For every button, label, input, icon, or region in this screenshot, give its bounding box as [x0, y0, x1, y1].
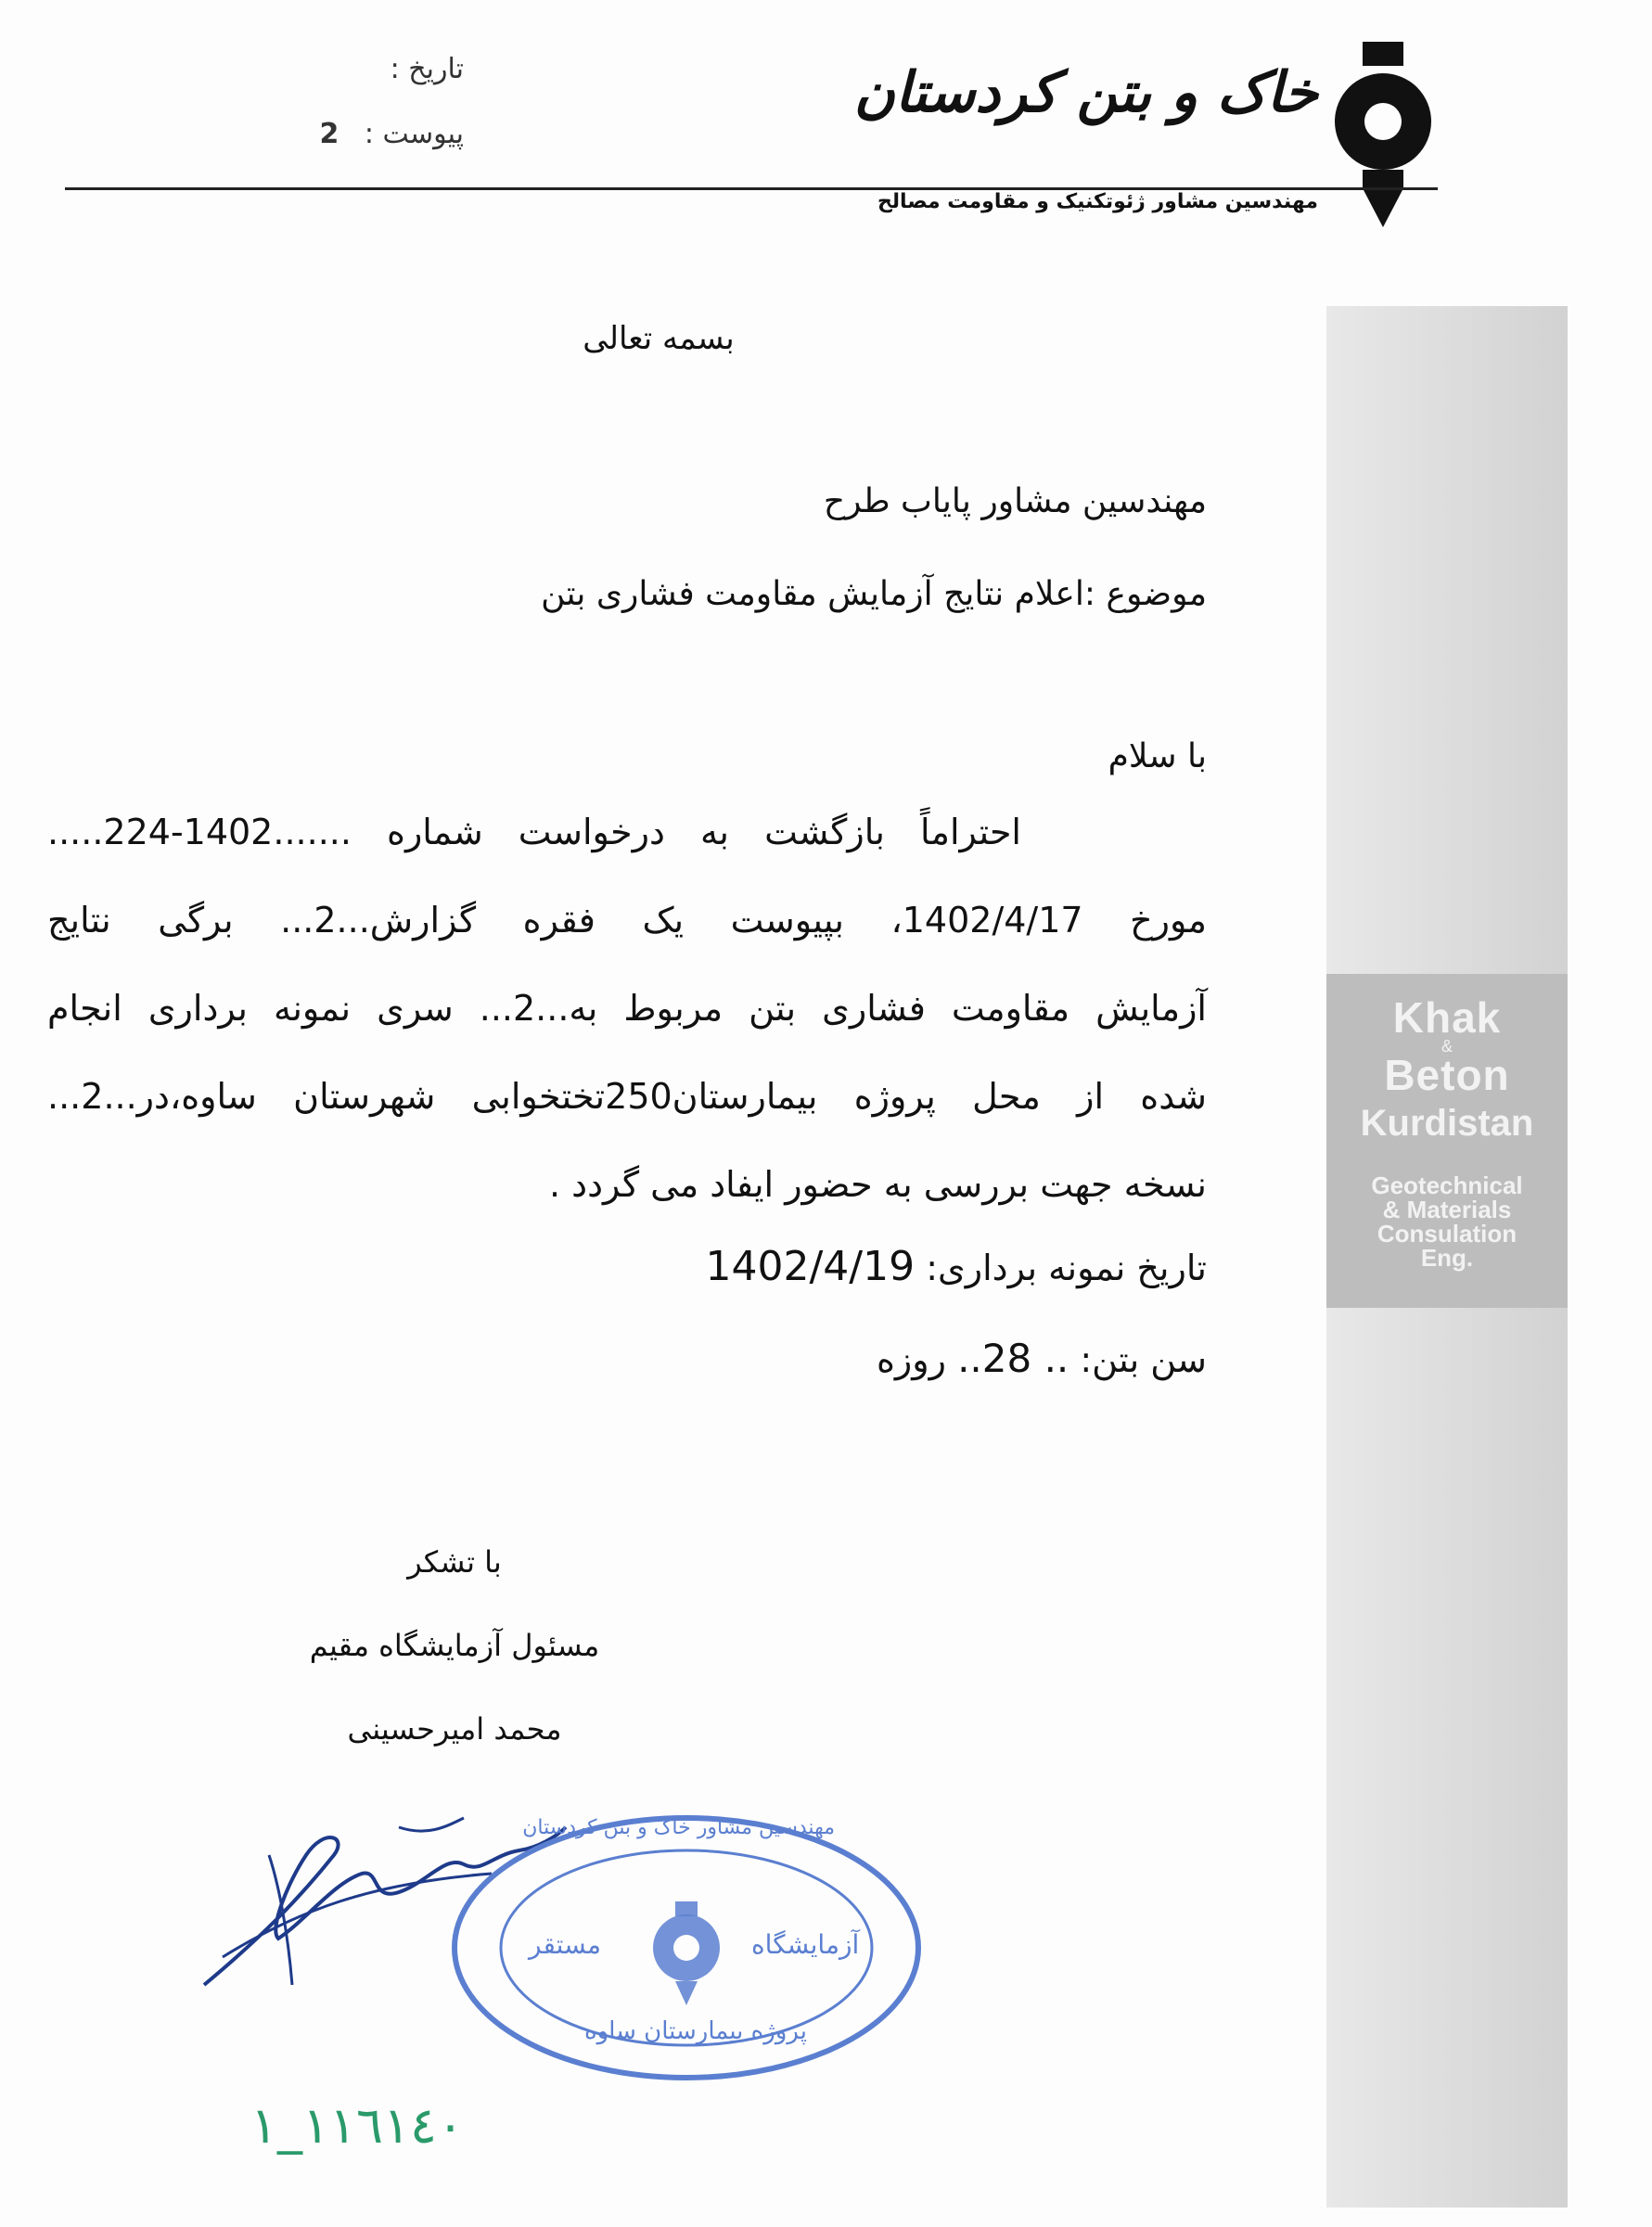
band-line-eng: Eng.: [1420, 1244, 1474, 1272]
sampling-date-value: 1402/4/19: [705, 1243, 916, 1290]
khak-beton-emblem-icon: [1327, 42, 1439, 227]
stamp-bottom-text: پروژه بیمارستان ساوه: [584, 2017, 807, 2045]
attachment-label: پیوست :: [364, 118, 464, 150]
company-title: خاک و بتن کردستان: [853, 60, 1318, 125]
company-logo: [853, 32, 1439, 218]
sampling-date: [705, 1243, 1207, 1290]
closing-role: مسئول آزمایشگاه مقیم: [309, 1628, 600, 1663]
concrete-age-unit: روزه: [877, 1339, 946, 1380]
band-word-kurdistan: Kurdistan: [1360, 1103, 1534, 1144]
letter-body: [47, 788, 1207, 1229]
invocation: بسمه تعالی: [583, 320, 735, 357]
body-line-5: نسخه جهت بررسی به حضور ایفاد می گردد .: [549, 1164, 1207, 1205]
laboratory-stamp: [445, 1809, 928, 2087]
greeting: با سلام: [1108, 737, 1207, 775]
concrete-age-value: .. 28..: [957, 1336, 1069, 1381]
stamp-right-word: مستقر: [529, 1929, 602, 1960]
handwritten-number: ١١٦١٤٠_١: [250, 2096, 465, 2155]
band-word-khak: Khak: [1392, 993, 1502, 1042]
closing-thanks: با تشکر: [407, 1544, 502, 1580]
band-word-beton: Beton: [1384, 1051, 1510, 1099]
header-divider: [65, 187, 1438, 190]
stamp-left-word: آزمایشگاه: [751, 1929, 860, 1960]
stamp-outer-text: مهندسین مشاور خاک و بتن کردستان: [522, 1816, 835, 1839]
attachment-value: 2: [319, 118, 339, 150]
date-row: [278, 37, 464, 102]
company-subtitle: مهندسین مشاور ژئوتکنیک و مقاومت مصالح: [877, 190, 1318, 213]
body-line-2: مورخ 1402/4/17، بپیوست یک فقره گزارش...2... برگی نتایج: [47, 900, 1207, 941]
body-line-1: احتراماً بازگشت به درخواست شماره .......1402-224.....: [47, 812, 1021, 852]
sampling-date-label: تاریخ نمونه برداری:: [926, 1248, 1207, 1288]
body-line-3: آزمایش مقاومت فشاری بتن مربوط به...2... سری نمونه برداری انجام: [47, 988, 1207, 1029]
closing-name: محمد امیرحسینی: [347, 1711, 562, 1747]
band-line-consulation: Consulation: [1377, 1220, 1518, 1248]
band-amp: &: [1441, 1037, 1453, 1056]
header-meta: [278, 37, 464, 167]
band-line-geotechnical: Geotechnical: [1371, 1171, 1523, 1199]
date-label: تاریخ :: [390, 53, 464, 85]
body-line-4: شده از محل پروژه بیمارستان250تختخوابی شهرستان ساوه،در...2...: [47, 1076, 1208, 1117]
attachment-row: [278, 102, 464, 167]
band-line-materials: & Materials: [1382, 1196, 1512, 1223]
side-band-text: [1336, 993, 1558, 1272]
recipient: مهندسین مشاور پایاب طرح: [823, 482, 1207, 520]
subject: موضوع :اعلام نتایج آزمایش مقاومت فشاری بتن: [541, 575, 1207, 613]
concrete-age-label: سن بتن:: [1080, 1339, 1207, 1380]
concrete-age: [877, 1336, 1207, 1381]
